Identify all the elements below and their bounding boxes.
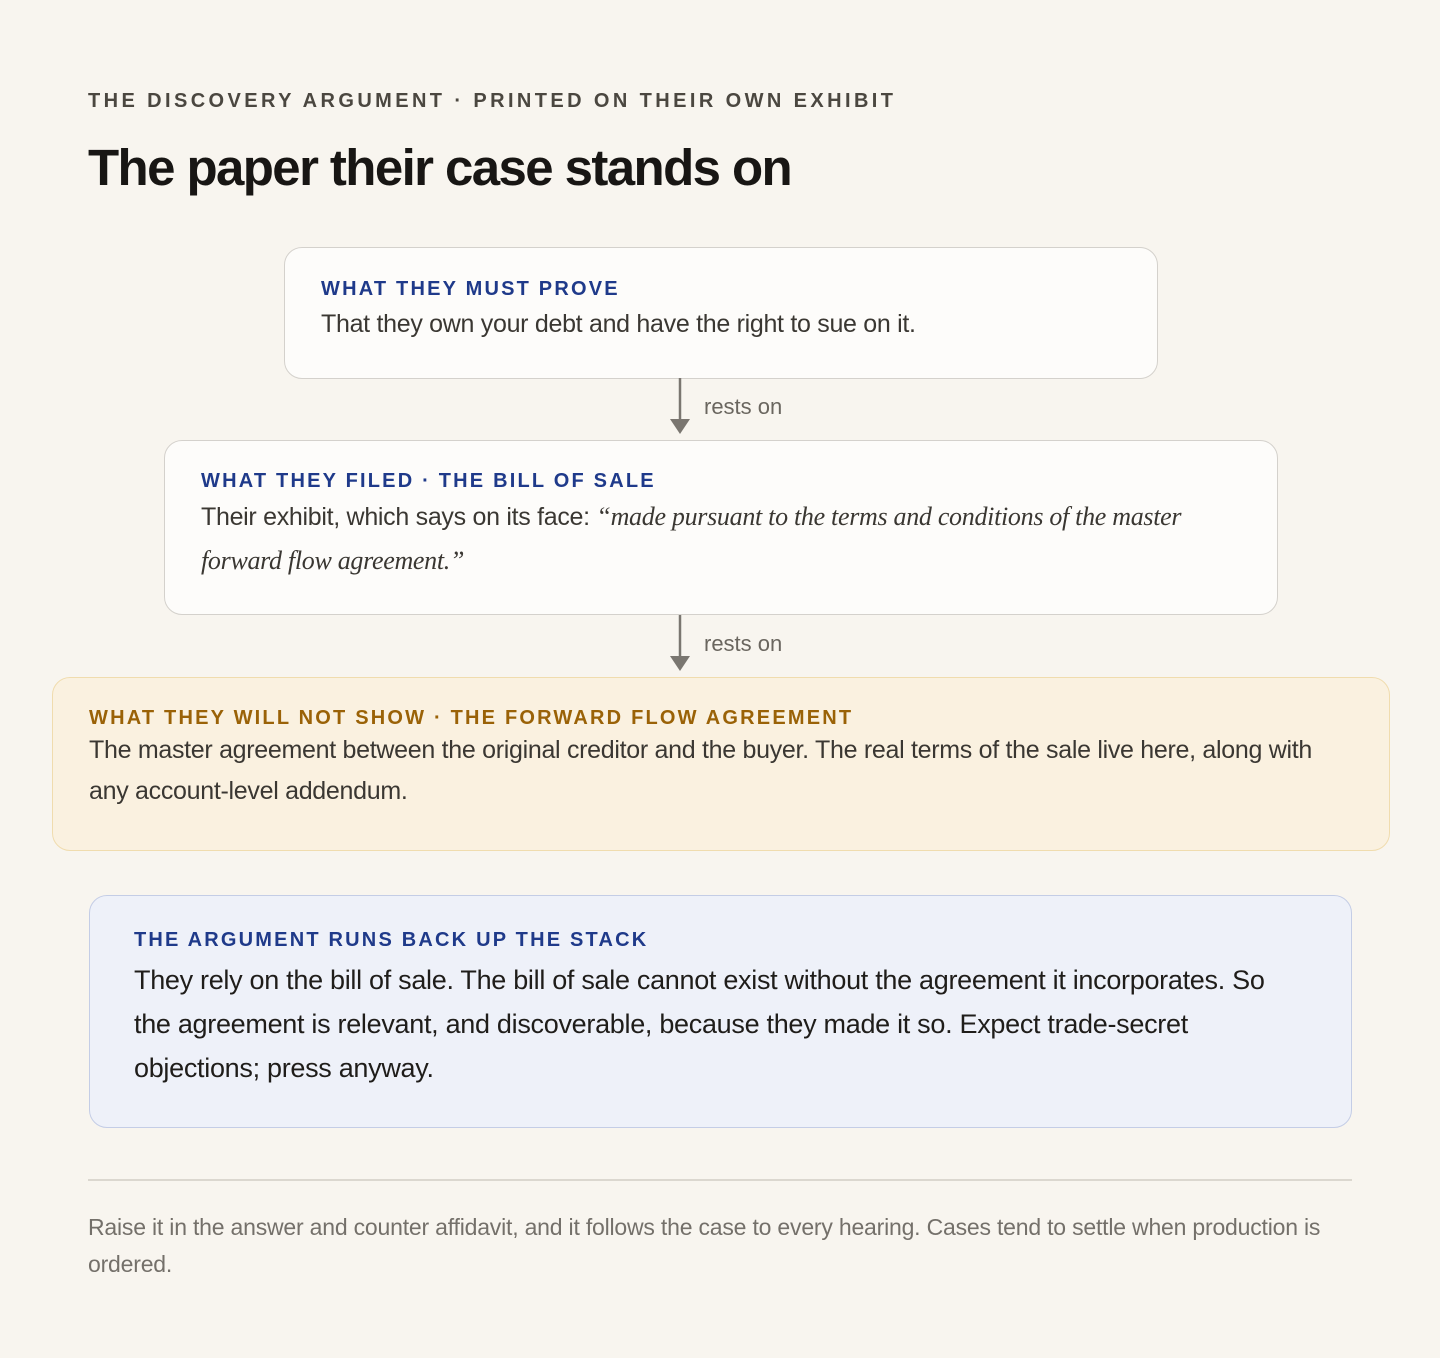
card-label: WHAT THEY FILED · THE BILL OF SALE xyxy=(201,470,656,492)
footnote: Raise it in the answer and counter affidavit, and it follows the case to every hearing. Cases tend to settle when production is ordered. xyxy=(88,1214,1321,1277)
card-label: THE ARGUMENT RUNS BACK UP THE STACK xyxy=(134,929,649,951)
card-label: WHAT THEY MUST PROVE xyxy=(321,278,620,300)
down-arrow-icon xyxy=(669,615,693,673)
connector-label: rests on xyxy=(704,394,783,419)
connector-rests-on xyxy=(669,378,869,436)
exhibit-quote: “made pursuant to the terms and conditions of the master forward flow agreement.” xyxy=(201,502,1182,575)
card-body: They rely on the bill of sale. The bill of sale cannot exist without the agreement it incorporates. So the agreement is relevant, and discoverable, because they made it so. Expect trade-secret objections; press anyway. xyxy=(134,965,1265,1083)
connector-label: rests on xyxy=(704,631,783,656)
down-arrow-icon xyxy=(669,378,693,436)
card-argument-summary xyxy=(89,895,1352,1128)
connector-rests-on xyxy=(669,615,869,673)
page-title: The paper their case stands on xyxy=(88,139,792,196)
divider xyxy=(88,1179,1352,1181)
section-eyebrow: THE DISCOVERY ARGUMENT · PRINTED ON THEIR OWN EXHIBIT xyxy=(88,90,897,112)
card-body: The master agreement between the original creditor and the buyer. The real terms of the sale live here, along with any account-level addendum. xyxy=(89,736,1312,805)
card-what-they-must-prove xyxy=(284,247,1158,379)
card-what-they-will-not-show xyxy=(52,677,1390,851)
card-label: WHAT THEY WILL NOT SHOW · THE FORWARD FLOW AGREEMENT xyxy=(89,707,854,729)
card-body-text: Their exhibit, which says on its face: xyxy=(201,503,597,531)
card-body xyxy=(201,495,1241,583)
card-body: That they own your debt and have the right to sue on it. xyxy=(321,310,916,338)
card-what-they-filed xyxy=(164,440,1278,615)
